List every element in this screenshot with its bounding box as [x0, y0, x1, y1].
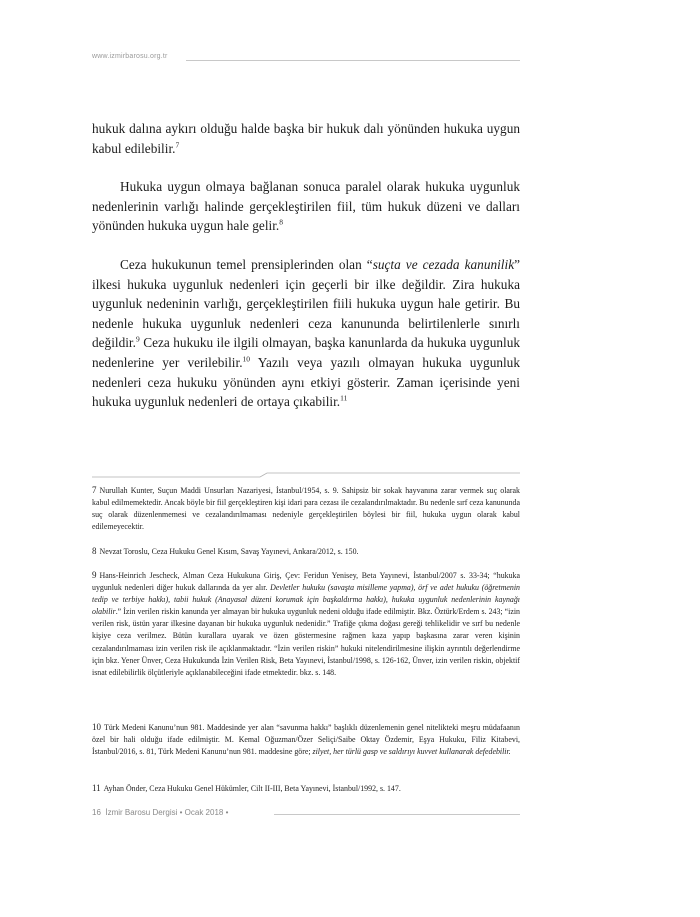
footnote-number: 11: [92, 783, 101, 793]
footnote-8: [92, 545, 520, 558]
paragraph-text: Yazılı veya yazılı olmayan hukuka uygunluk nedenleri ceza hukuku yönünden aynı etkiyi gösterir. Zaman içerisinde yeni hukuka uygunluk nedenleri de ortaya çıkabilir.: [92, 354, 520, 410]
body-paragraph-1: [92, 119, 520, 158]
footnote-ref-8[interactable]: 8: [279, 217, 283, 227]
footnote-separator: [92, 472, 520, 478]
footnote-text: .” İzin verilen riskin kanunda yer almayan bir hukuka uygunluk nedeni olduğu ifade edilmiştir. Bkz. Öztürk/Erdem s. 243; “izin verilen risk, üstün yarar ilkesine dayanan bir hukuka uygunluk nedenidir.” Trafiğe çıkma doğası gereği tehlikelidir ve sırf bu nedenle kişiye ceza verilmez. Bütün kurallara uyarak ve özen göstermesine rağmen kaza yapıp başkasına zarar veren kişinin cezalandırılmaması izin verilen risk ile açıklanmaktadır. “İzin verilen riskin” hukuki nitelendirilmesine ilişkin ayrıntılı değerlendirme için bkz. Yener Ünver, Ceza Hukukunda İzin Verilen Risk, Beta Yayınevi, İstanbul/1998, s. 126-162, Ünver, izin verilen riskin, objektif isnat edilebilirlik ölçütleriyle açıklanabileceğini ifade etmektedir. bkz. s. 148.: [92, 607, 520, 677]
paragraph-text: ” ilkesi hukuka uygunluk nedenleri için geçerli bir ilke değildir. Zira hukuka uygunluk nedeninin varlığı, gerçekleştirilen fiili hukuka uygun hale getirir. Bu nedenle hukuka uygunluk nedenleri ceza kanununda belirtilenlerle sınırlı değildir.: [92, 257, 521, 351]
footnote-text: Ayhan Önder, Ceza Hukuku Genel Hükümler, Cilt II-III, Beta Yayınevi, İstanbul/1992, s. 147.: [103, 784, 401, 793]
footnote-10: [92, 721, 520, 758]
footnote-ref-7[interactable]: 7: [175, 140, 180, 150]
journal-name: İzmir Barosu Dergisi: [105, 808, 178, 817]
footnote-italic: zilyet, her türlü gasp ve saldırıyı kuvvet kullanarak defedebilir.: [312, 747, 511, 757]
header-url: www.izmirbarosu.org.tr: [92, 53, 168, 60]
footnote-text: Türk Medeni Kanunu’nun 981. Maddesinde yer alan “savunma hakkı” başlıklı düzenlemenin genel nitelikteki meşru müdafaanın özel bir hali olduğu ifade edilmiştir. M. Kemal Oğuzman/Özer Seliçi/Saibe Oktay Özdemir, Eşya Hukuku, Filiz Kitabevi, İstanbul/2016, s. 81, Türk Medeni Kanunu’nun 981. maddesine göre;: [92, 723, 520, 757]
body-paragraph-2: [92, 177, 520, 236]
page-number: 16: [92, 808, 101, 817]
paragraph-text: hukuk dalına aykırı olduğu halde başka bir hukuk dalı yönünden hukuka uygun kabul edilebilir.: [92, 121, 520, 156]
footnote-number: 10: [92, 722, 101, 732]
footnote-italic: Devletler hukuku (savaşta misilleme yapma), örf ve adet hukuku (öğretmenin tedip ve terbiye hakkı), tabii hukuk (Anayasal düzeni korumak için başkaldırma hakkı), hukuka uygunluk nedenlerinin kaynağı olabilir: [92, 583, 520, 617]
footnote-number: 8: [92, 546, 97, 556]
footnote-11: [92, 782, 520, 795]
footnote-ref-9[interactable]: 9: [135, 334, 140, 344]
page-footer: [92, 808, 228, 817]
italic-phrase: suçta ve cezada kanunilik: [372, 257, 515, 272]
footnote-ref-10[interactable]: 10: [242, 354, 251, 364]
footer-rule: [274, 814, 520, 815]
footnote-text: Nurullah Kunter, Suçun Maddi Unsurları Nazariyesi, İstanbul/1954, s. 9. Sahipsiz bir sokak hayvanına zarar vermek suç olarak kabul edilmemektedir. Ancak böyle bir fiil gerçekleştiren kişi idari para cezası ile cezalandırılmaktadır. Bu nedenle sırf ceza kanununda suç olarak düzenlenmemesi ve cezalandırılmaması nedeniyle gerçekleştirilen böylesi bir fiil, hukuka uygun olarak kabul edilemeyecektir.: [92, 486, 520, 532]
paragraph-text: Hukuka uygun olmaya bağlanan sonuca paralel olarak hukuka uygunluk nedenlerinin varlığı halinde gerçekleştirilen fiil, tüm hukuk düzeni ve dalları yönünden hukuka uygun hale gelir.: [92, 179, 520, 234]
footnote-text: Nevzat Toroslu, Ceza Hukuku Genel Kısım, Savaş Yayınevi, Ankara/2012, s. 150.: [99, 547, 359, 556]
footnote-9: [92, 569, 520, 679]
body-paragraph-3: [92, 255, 520, 412]
footnote-number: 9: [92, 570, 97, 580]
footnote-7: [92, 484, 520, 533]
paragraph-text: Ceza hukuku ile ilgili olmayan, başka kanunlarda da hukuka uygunluk nedenlerine yer verilebilir.: [92, 335, 520, 370]
issue-date: Ocak 2018: [184, 808, 224, 817]
footnote-number: 7: [92, 485, 97, 495]
header-rule: [186, 60, 520, 61]
footer-bullet: •: [179, 808, 183, 817]
footnote-ref-11[interactable]: 11: [340, 393, 348, 403]
footnote-text: Hans-Heinrich Jescheck, Alman Ceza Hukukuna Giriş, Çev: Feridun Yenisey, Beta Yayınevi, İstanbul/2007 s. 33-34; “hukuka uygunluk nedenleri diğer hukuk dallarında da yer alır.: [92, 571, 520, 593]
footer-bullet: •: [225, 808, 229, 817]
paragraph-text: Ceza hukukunun temel prensiplerinden olan “: [120, 257, 373, 272]
